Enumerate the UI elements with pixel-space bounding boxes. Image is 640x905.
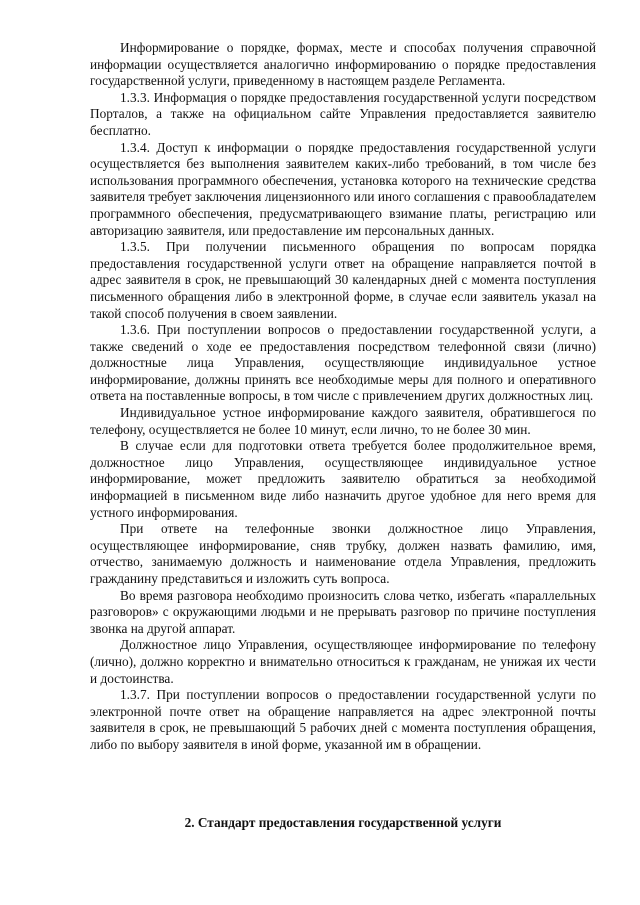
paragraph-1-3-4: 1.3.4. Доступ к информации о порядке предоставления государственной услуги осуществляется без выполнения заявителем каких-либо требований, в том числе без использования программного обеспечения, установка которого на технические средства заявителя требует заключения лицензионного или иного соглашения с правообладателем программного обеспечения, предусматривающего взимание платы, регистрацию или авторизацию заявителя, или предоставление им персональных данных. <box>90 139 596 238</box>
paragraph-1-3-7: 1.3.7. При поступлении вопросов о предоставлении государственной услуги по электронной почте ответ на обращение направляется на адрес электронной почты заявителя в срок, не превышающий 5 рабочих дней с момента поступления обращения, либо по выбору заявителя в иной форме, указанной им в обращении. <box>90 687 596 752</box>
paragraph-longer-response: В случае если для подготовки ответа требуется более продолжительное время, должностное лицо Управления, осуществляющее индивидуальное устное информирование, может предложить заявителю обратиться за необходимой информацией в письменном виде либо назначить другое удобное для него время для устного информирования. <box>90 438 596 520</box>
section-heading: 2. Стандарт предоставления государственной услуги <box>184 815 502 830</box>
paragraph-phone-answer: При ответе на телефонные звонки должностное лицо Управления, осуществляющее информирование, сняв трубку, должен назвать фамилию, имя, отчество, занимаемую должность и наименование отдела Управления, предложить гражданину представиться и изложить суть вопроса. <box>90 521 596 586</box>
paragraph-oral-info-duration: Индивидуальное устное информирование каждого заявителя, обратившегося по телефону, осуществляется не более 10 минут, если лично, то не более 30 мин. <box>90 405 596 437</box>
paragraph-conversation-rules: Во время разговора необходимо произносить слова четко, избегать «параллельных разговоров» с окружающими людьми и не прерывать разговор по причине поступления звонка на другой аппарат. <box>90 587 596 636</box>
paragraph-1-3-5: 1.3.5. При получении письменного обращения по вопросам порядка предоставления государственной услуги ответ на обращение направляется почтой в адрес заявителя в срок, не превышающий 30 календарных дней с момента поступления письменного обращения либо в электронной форме, в случае если заявитель указал на такой способ получения в своем заявлении. <box>90 239 596 321</box>
document-body <box>90 40 596 754</box>
paragraph-courtesy: Должностное лицо Управления, осуществляющее информирование по телефону (лично), должно корректно и внимательно относиться к гражданам, не унижая их чести и достоинства. <box>90 637 596 686</box>
paragraph-1-3-3: 1.3.3. Информация о порядке предоставления государственной услуги посредством Порталов, а также на официальном сайте Управления предоставляется заявителю бесплатно. <box>90 89 596 138</box>
paragraph-reference-info: Информирование о порядке, формах, месте и способах получения справочной информации осуществляется аналогично информированию о порядке предоставления государственной услуги, приведенному в настоящем разделе Регламента. <box>90 40 596 89</box>
paragraph-1-3-6: 1.3.6. При поступлении вопросов о предоставлении государственной услуги, а также сведений о ходе ее предоставления посредством телефонной связи (лично) должностные лица Управления, осуществляющие индивидуальное устное информирование, должны принять все необходимые меры для полного и оперативного ответа на поставленные вопросы, в том числе с привлечением других должностных лиц. <box>90 322 596 404</box>
